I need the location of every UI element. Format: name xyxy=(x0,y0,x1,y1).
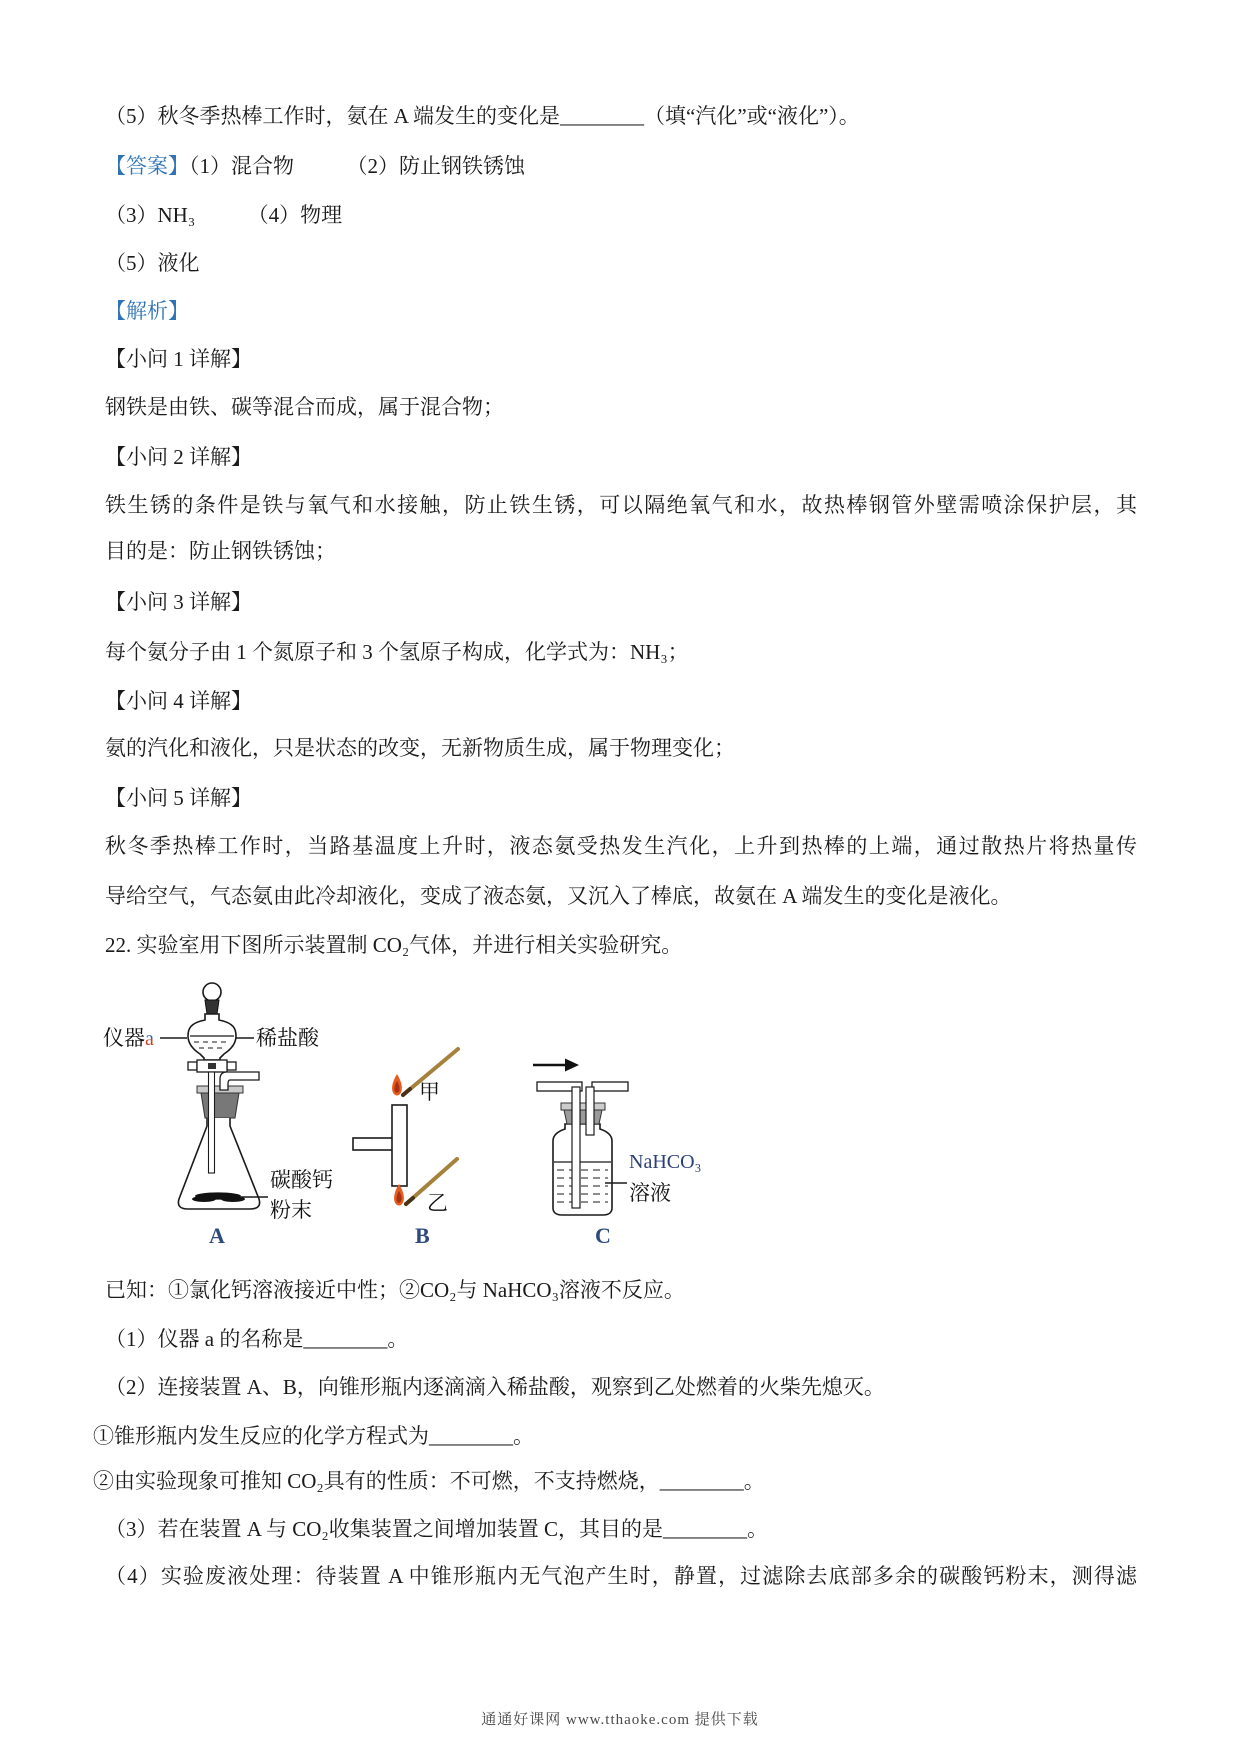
q21-answer-line1 xyxy=(105,151,1137,181)
caco3-label-line1: 碳酸钙 xyxy=(270,1168,333,1192)
detail3-text: 每个氨分子由 1 个氮原子和 3 个氢原子构成，化学式为：NH₃； xyxy=(105,640,689,664)
outlet-tube xyxy=(592,1082,628,1091)
solution-label: 溶液 xyxy=(629,1181,671,1205)
caco3-label-line2: 粉末 xyxy=(270,1198,312,1222)
stopcock-knob-right xyxy=(227,1062,236,1070)
q22-sub2-part1: ①锥形瓶内发生反应的化学方程式为________。 xyxy=(93,1424,534,1448)
rubber-stopper xyxy=(201,1093,239,1118)
q22-sub2: （2）连接装置 A、B，向锥形瓶内逐滴滴入稀盐酸，观察到乙处燃着的火柴先熄灭。 xyxy=(105,1375,885,1399)
nahco3-label: NaHCO₃ xyxy=(629,1151,702,1173)
q22-known-facts: 已知：①氯化钙溶液接近中性；②CO₂与 NaHCO₃溶液不反应。 xyxy=(105,1278,685,1302)
detail1-text: 钢铁是由铁、碳等混合而成，属于混合物； xyxy=(105,395,504,419)
q22-sub2-part2: ②由实验现象可推知 CO₂具有的性质：不可燃，不支持燃烧，________。 xyxy=(93,1469,765,1493)
flame-icon xyxy=(392,1074,402,1096)
stopcock-core xyxy=(208,1063,216,1069)
answer-tag: 【答案】 xyxy=(105,154,189,178)
conical-flask xyxy=(178,1072,268,1209)
stopcock-knob-left xyxy=(188,1062,197,1070)
funnel-stem-tube xyxy=(209,1072,215,1173)
match-yi-label: 乙 xyxy=(427,1191,448,1215)
detail3-heading: 【小问 3 详解】 xyxy=(105,590,252,614)
q22-sub1: （1）仪器 a 的名称是________。 xyxy=(105,1327,409,1351)
detail4-text: 氨的汽化和液化，只是状态的改变，无新物质生成，属于物理变化； xyxy=(105,736,735,760)
glass-stopper-neck xyxy=(205,1000,219,1014)
page-footer: 通通好课网 www.tthaoke.com 提供下载 xyxy=(481,1712,759,1728)
q22-sub4: （4）实验废液处理：待装置 A 中锥形瓶内无气泡产生时，静置，过滤除去底部多余的碳酸钙粉末，测得滤 xyxy=(105,1564,1137,1588)
rubber-stopper xyxy=(564,1110,602,1124)
stopper-flange xyxy=(561,1103,605,1110)
short-inner-tube xyxy=(586,1087,594,1135)
dilute-hcl-label: 稀盐酸 xyxy=(256,1026,319,1050)
detail1-heading: 【小问 1 详解】 xyxy=(105,347,252,371)
funnel-bulb xyxy=(188,1014,236,1060)
q21-part5-question: （5）秋冬季热棒工作时，氨在 A 端发生的变化是________（填“汽化”或“液化”）。 xyxy=(105,104,860,128)
apparatus-a-letter: A xyxy=(209,1223,225,1248)
detail5-text-line2: 导给空气，气态氨由此冷却液化，变成了液态氨，又沉入了棒底，故氨在 A 端发生的变化是液化。 xyxy=(105,884,1012,908)
detail4-heading: 【小问 4 详解】 xyxy=(105,689,252,713)
t-tube-vertical xyxy=(392,1105,407,1186)
long-inner-tube xyxy=(572,1087,580,1208)
t-tube xyxy=(353,1105,407,1186)
glass-stopper-ball xyxy=(203,983,221,1001)
answer-line1-text: （1）混合物 （2）防止钢铁锈蚀 xyxy=(189,154,525,178)
detail5-text-line1: 秋冬季热棒工作时，当路基温度上升时，液态氨受热发生汽化，上升到热棒的上端，通过散热片将热量传 xyxy=(105,834,1137,858)
apparatus-c-letter: C xyxy=(595,1223,611,1248)
detail2-text-line2: 目的是：防止钢铁锈蚀； xyxy=(105,539,336,563)
detail5-heading: 【小问 5 详解】 xyxy=(105,786,252,810)
t-tube-arm xyxy=(353,1138,394,1150)
separating-funnel xyxy=(188,983,236,1072)
match-head xyxy=(406,1198,413,1204)
apparatus-diagram xyxy=(100,968,720,1258)
apparatus-b-letter: B xyxy=(415,1223,430,1248)
gas-washing-bottle xyxy=(537,1082,628,1215)
instrument-word: 仪器 xyxy=(103,1026,145,1050)
instrument-a-label xyxy=(103,1026,154,1051)
detail2-text-line1: 铁生锈的条件是铁与氧气和水接触，防止铁生锈，可以隔绝氧气和水，故热棒钢管外壁需喷涂保护层，其 xyxy=(105,493,1137,517)
match-head xyxy=(403,1089,410,1095)
flame-icon xyxy=(394,1184,404,1206)
instrument-letter-a: a xyxy=(145,1028,154,1050)
q21-answer-line3: （5）液化 xyxy=(105,251,200,275)
match-jia-label: 甲 xyxy=(419,1080,440,1104)
q22-sub3: （3）若在装置 A 与 CO₂收集装置之间增加装置 C，其目的是________。 xyxy=(105,1517,769,1541)
analysis-tag: 【解析】 xyxy=(105,299,189,323)
flow-arrow-icon xyxy=(533,1059,579,1072)
detail2-heading: 【小问 2 详解】 xyxy=(105,445,252,469)
q21-answer-line2: （3）NH₃ （4）物理 xyxy=(105,203,343,227)
q22-stem: 22. 实验室用下图所示装置制 CO₂气体，并进行相关实验研究。 xyxy=(105,933,683,957)
